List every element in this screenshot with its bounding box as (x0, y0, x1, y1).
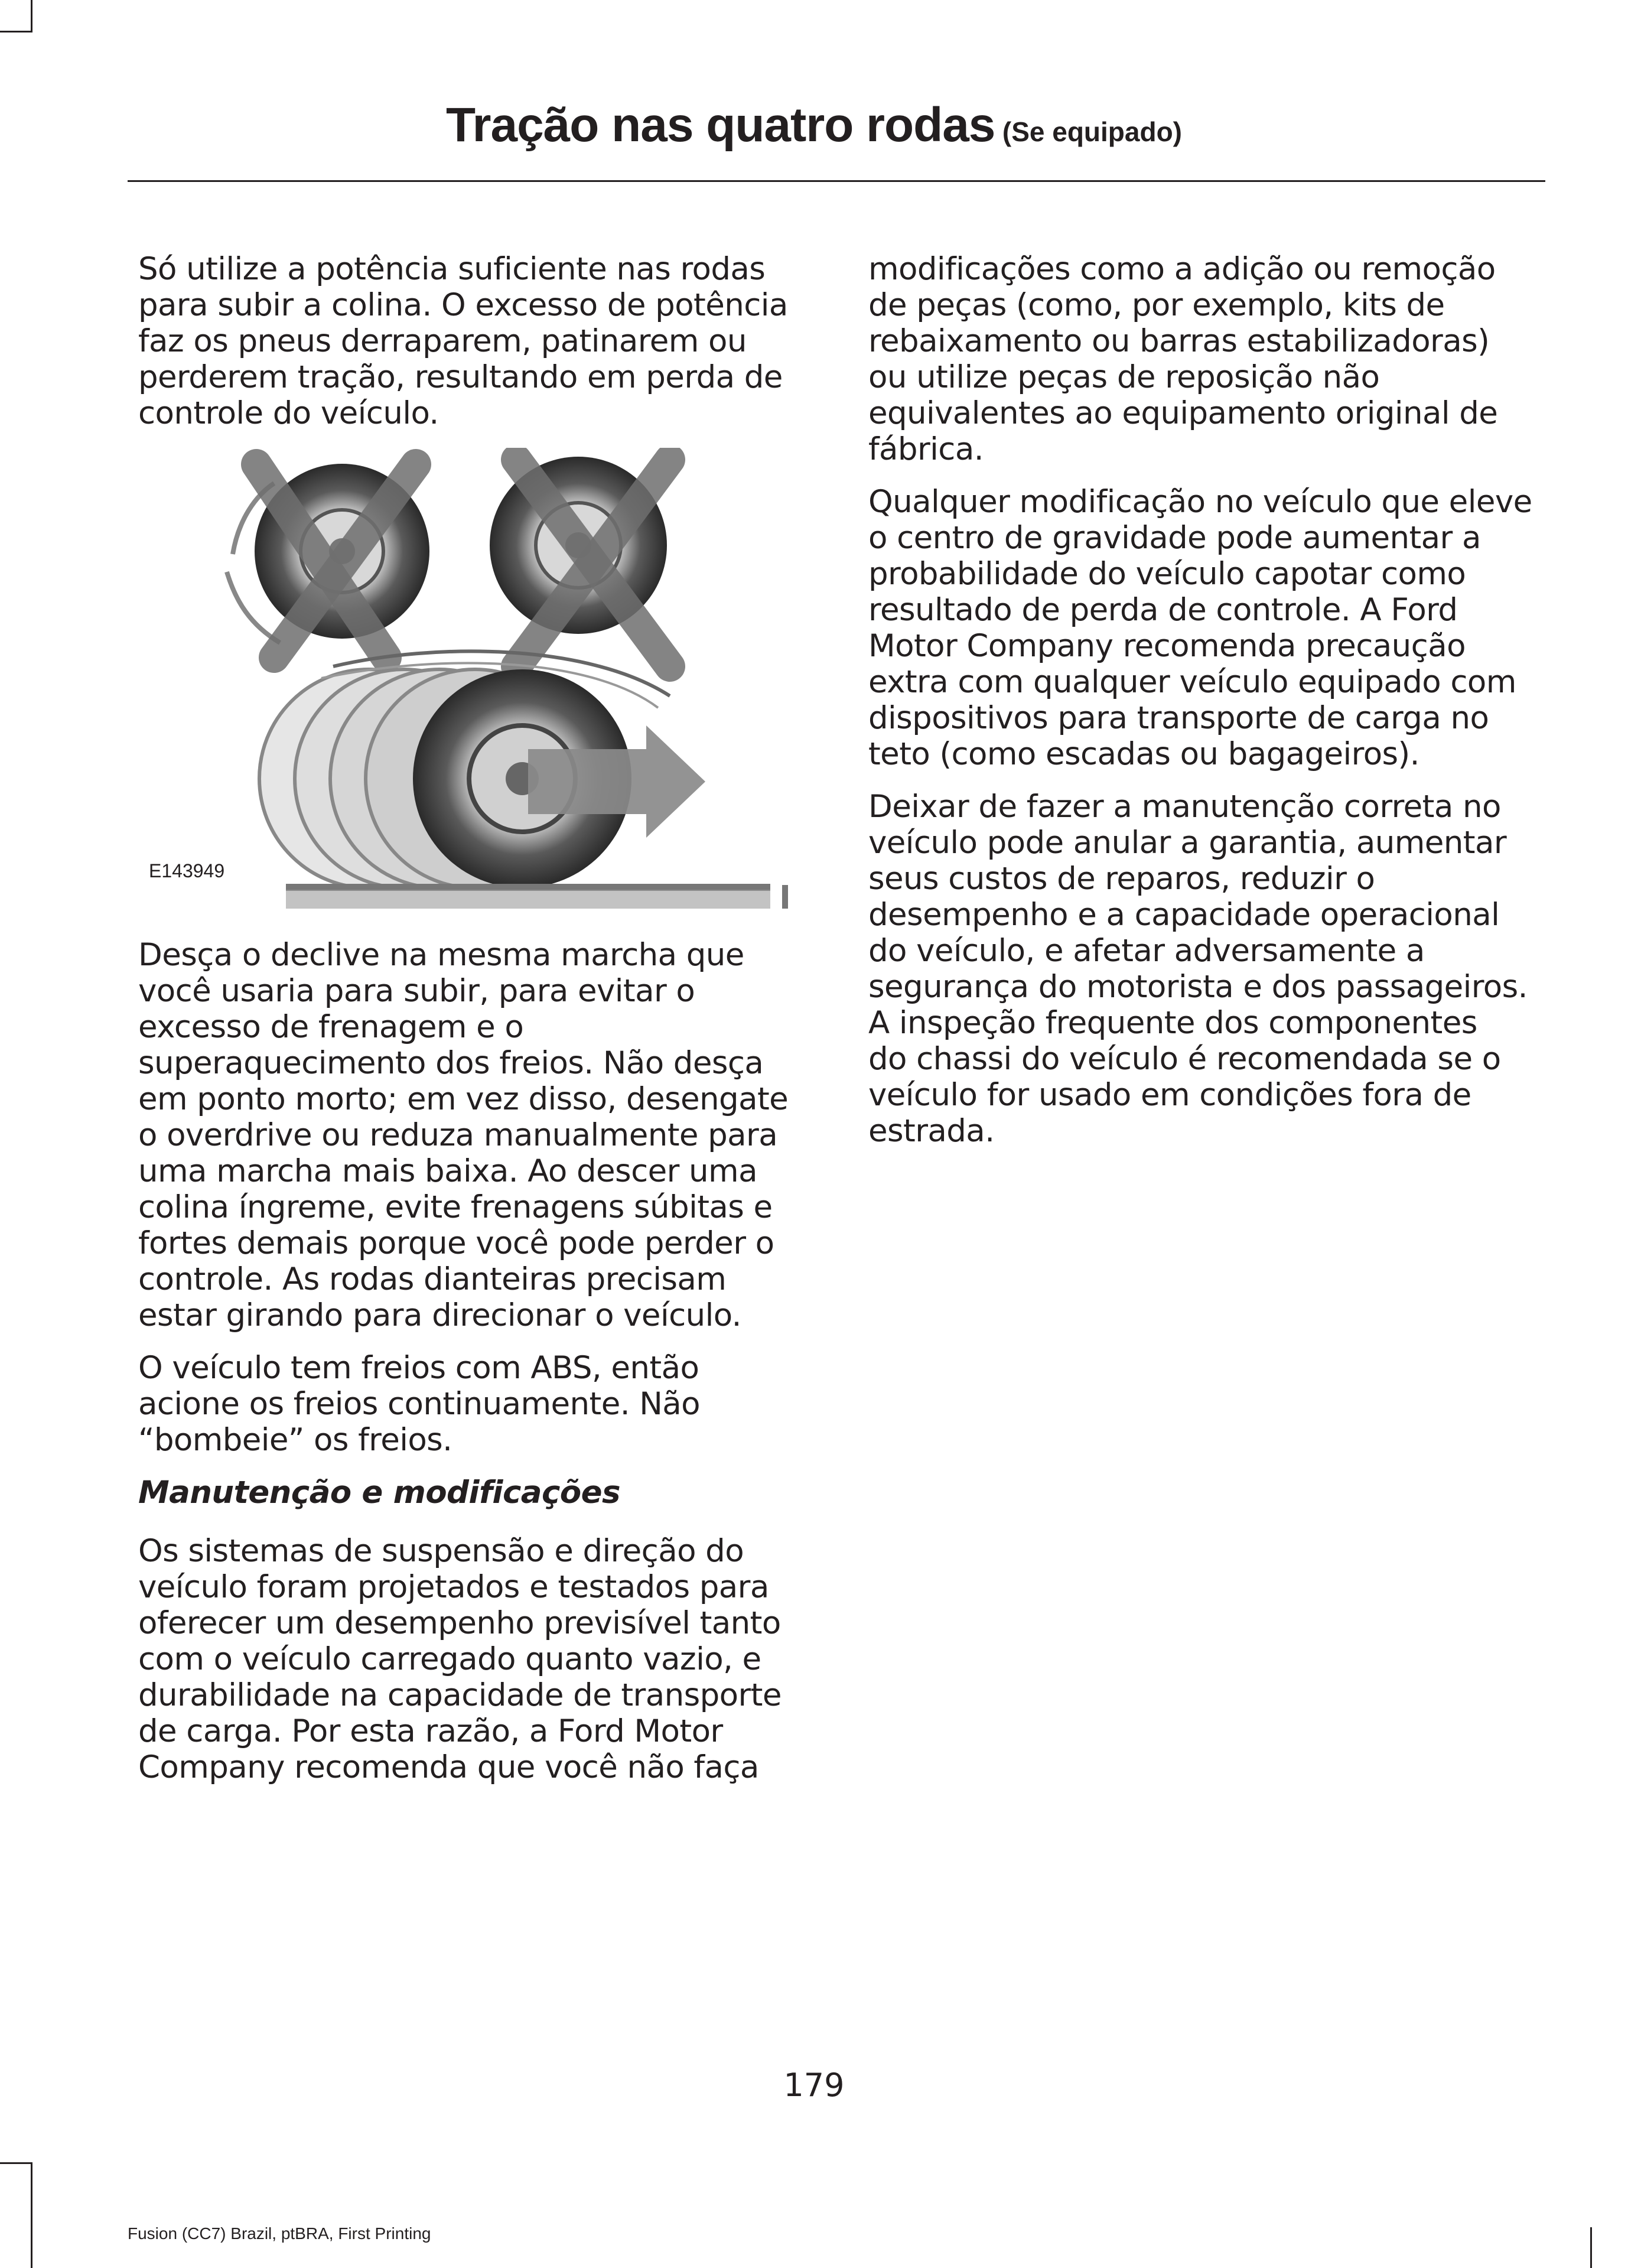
crop-mark-bottom-left-v (31, 2162, 32, 2268)
section-heading: Manutenção e modificações (138, 1475, 620, 1511)
header-rule (128, 180, 1545, 182)
paragraph-center-of-gravity: Qualquer modificação no veículo que eleve o centro de gravidade pode aumentar a probabilidade do veículo capotar como resultado de perda de controle. A Ford Motor Company recomenda precaução extra com qualquer veículo equipado com dispositivos para transporte de carga no teto (como escadas ou bagageiros). (868, 484, 1532, 772)
crop-mark-bottom-right-v (1590, 2227, 1592, 2268)
paragraph-suspension: Os sistemas de suspensão e direção do veículo foram projetados e testados para oferecer um desempenho previsível tanto com o veículo carregado quanto vazio, e durabilidade na capacidade de transporte de carga. Por esta razão, a Ford Motor Company recomenda que você não faça (138, 1533, 782, 1785)
crop-mark-top-left-h (0, 31, 31, 32)
paragraph-modifications: modificações como a adição ou remoção de peças (como, por exemplo, kits de rebaixamento ou barras estabilizadoras) ou utilize peças de reposição não equivalentes ao equipamento original de fábrica. (868, 251, 1498, 467)
page-title: Tração nas quatro rodas (446, 98, 995, 152)
page-number: 179 (783, 2067, 845, 2104)
footer-text: Fusion (CC7) Brazil, ptBRA, First Printing (128, 2224, 431, 2243)
crop-mark-top-left-v (31, 0, 32, 32)
crop-mark-bottom-left-h (0, 2162, 32, 2164)
right-column (868, 251, 1542, 1166)
paragraph-power: Só utilize a potência suficiente nas rodas para subir a colina. O excesso de potência faz os pneus derraparem, patinarem ou perderem tração, resultando em perda de controle do veículo. (138, 251, 788, 431)
paragraph-descend: Desça o declive na mesma marcha que você usaria para subir, para evitar o excesso de frenagem e o superaquecimento dos freios. Não desça em ponto morto; em vez disso, desengate o overdrive ou reduza manualmente para uma marcha mais baixa. Ao descer uma colina íngreme, evite frenagens súbitas e fortes demais porque você pode perder o controle. As rodas dianteiras precisam estar girando para direcionar o veículo. (138, 937, 789, 1333)
left-column (138, 251, 812, 1802)
hill-climb-figure (138, 448, 812, 909)
paragraph-maintenance: Deixar de fazer a manutenção correta no veículo pode anular a garantia, aumentar seus custos de reparos, reduzir o desempenho e a capacidade operacional do veículo, e afetar adversamente a segurança do motorista e dos passageiros. A inspeção frequente dos componentes do chassi do veículo é recomendada se o veículo for usado em condições fora de estrada. (868, 789, 1528, 1149)
page-header (0, 97, 1628, 153)
page-subtitle: (Se equipado) (1002, 116, 1182, 147)
paragraph-abs: O veículo tem freios com ABS, então acione os freios continuamente. Não “bombeie” os freios. (138, 1350, 700, 1458)
figure-label: E143949 (149, 860, 225, 881)
ground-surface (286, 884, 788, 909)
tire-illustration (138, 448, 812, 909)
